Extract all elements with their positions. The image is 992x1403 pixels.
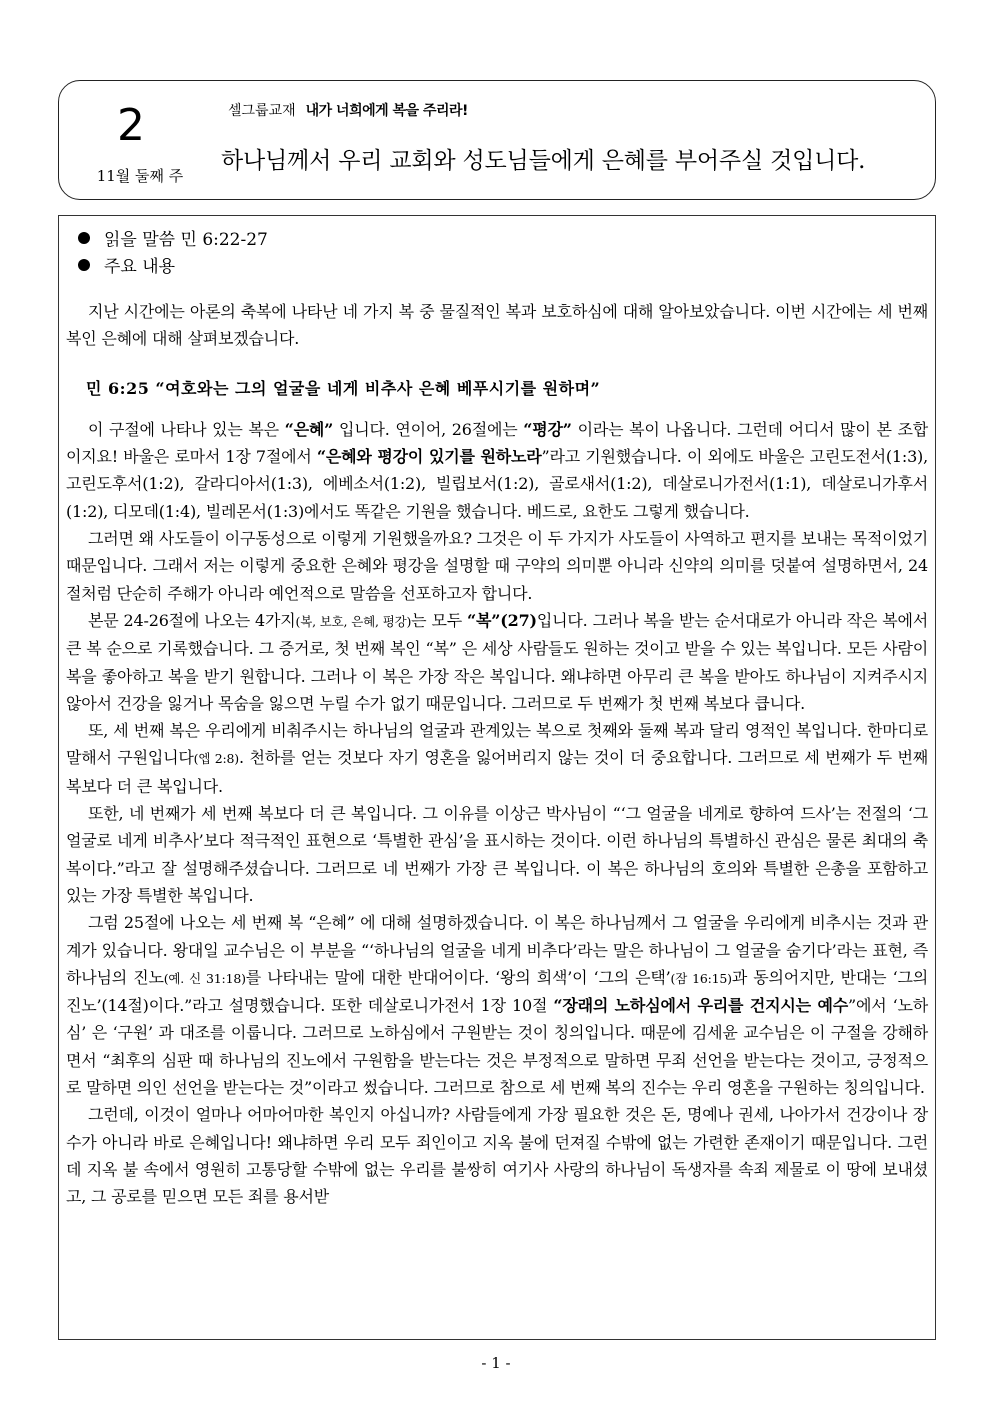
series-label: 셀그룹교재: [228, 103, 296, 119]
reading-ref: 민 6:22-27: [180, 230, 268, 250]
paragraph-4: 또, 세 번째 복은 우리에게 비춰주시는 하나님의 얼굴과 관계있는 복으로 첫째와 둘째 복과 달리 영적인 복입니다. 한마디로 말해서 구원입니다(엡 2:8). 천하를 얻는 것보다 자기 영혼을 잃어버리지 않는 것이 더 중요합니다. 그러므로 세 번째가 두 번째 복보다 더 큰 복입니다.: [66, 721, 928, 796]
series-book: 내가 너희에게 복을 주리라!: [305, 103, 468, 119]
main-content-line: [78, 255, 175, 279]
intro-paragraph: 지난 시간에는 아론의 축복에 나타난 네 가지 복 중 물질적인 복과 보호하심에 대해 알아보았습니다. 이번 시간에는 세 번째 복인 은혜에 대해 살펴보겠습니다.: [66, 302, 928, 349]
reading-line: [78, 228, 268, 252]
paragraph-2: 그러면 왜 사도들이 이구동성으로 이렇게 기원했을까요? 그것은 이 두 가지가 사도들이 사역하고 편지를 보내는 목적이었기 때문입니다. 그래서 저는 이렇게 중요한 은혜와 평강을 설명할 때 구약의 의미뿐 아니라 신약의 의미를 덧붙여 설명하면서, 24절처럼 단순히 주해가 아니라 예언적으로 말씀을 선포하고자 합니다.: [66, 529, 928, 603]
paragraph-1: 이 구절에 나타나 있는 복은 “은혜” 입니다. 연이어, 26절에는 “평강” 이라는 복이 나옵니다. 그런데 어디서 많이 본 조합이지요! 바울은 로마서 1장 7절에서 “은혜와 평강이 있기를 원하노라”라고 기원했습니다. 이 외에도 바울은 고린도전서(1:3), 고린도후서(1:2), 갈라디아서(1:3), 에베소서(1:2), 빌립보서(1:2), 골로새서(1:2), 데살로니가전서(1:1), 데살로니가후서(1:2), 디모데(1:4), 빌레몬서(1:3)에서도 똑같은 기원을 했습니다. 베드로, 요한도 그렇게 했습니다.: [66, 419, 928, 521]
bullet-icon: [78, 259, 90, 271]
main-content-label: 주요 내용: [104, 257, 176, 277]
key-verse: 민 6:25 “여호와는 그의 얼굴을 네게 비추사 은혜 베푸시기를 원하며”: [86, 378, 601, 398]
bullet-icon: [78, 232, 90, 244]
lesson-title: 하나님께서 우리 교회와 성도님들에게 은혜를 부어주실 것입니다.: [221, 148, 866, 174]
paragraph-3: 본문 24-26절에 나오는 4가지(복, 보호, 은혜, 평강)는 모두 “복”(27)입니다. 그러나 복을 받는 순서대로가 아니라 작은 복에서 큰 복 순으로 기록했습니다. 그 증거로, 첫 번째 복인 “복” 은 세상 사람들도 원하는 것이고 받을 수 있는 복입니다. 모든 사람이 복을 좋아하고 복을 받기 원합니다. 그러나 이 복은 가장 작은 복입니다. 왜냐하면 아무리 큰 복을 받아도 하나님이 지켜주시지 않아서 건강을 잃거나 목숨을 잃으면 누릴 수가 없기 때문입니다. 그러므로 두 번째가 첫 번째 복보다 큽니다.: [66, 610, 928, 713]
paragraph-7: 그런데, 이것이 얼마나 어마어마한 복인지 아십니까? 사람들에게 가장 필요한 것은 돈, 명예나 권세, 나아가서 건강이나 장수가 아니라 바로 은혜입니다! 왜냐하면 우리 모두 죄인이고 지옥 불에 던져질 수밖에 없는 가련한 존재이기 때문입니다. 그런데 지옥 불 속에서 영원히 고통당할 수밖에 없는 우리를 불쌍히 여기사 사랑의 하나님이 독생자를 속죄 제물로 이 땅에 보내셨고, 그 공로를 믿으면 모든 죄를 용서받: [66, 1105, 928, 1207]
page-number: - 1 -: [481, 1354, 511, 1372]
series-line: [228, 101, 468, 121]
paragraph-6: 그럼 25절에 나오는 세 번째 복 “은혜” 에 대해 설명하겠습니다. 이 복은 하나님께서 그 얼굴을 우리에게 비추시는 것과 관계가 있습니다. 왕대일 교수님은 이 부분을 “‘하나님의 얼굴을 네게 비추다’라는 말은 하나님이 그 얼굴을 숨기다’라는 표현, 즉 하나님의 진노(예. 신 31:18)를 나타내는 말에 대한 반대어이다. ‘왕의 희색’이 ‘그의 은택’(잠 16:15)과 동의어지만, 반대는 ‘그의 진노’(14절)이다.”라고 설명했습니다. 또한 데살로니가전서 1장 10절 “장래의 노하심에서 우리를 건지시는 예수”에서 ‘노하심’ 은 ‘구원’ 과 대조를 이룹니다. 그러므로 노하심에서 구원받는 것이 칭의입니다. 때문에 김세윤 교수님은 이 구절을 강해하면서 “최후의 심판 때 하나님의 진노에서 구원함을 받는다는 것은 부정적으로 말하면 무죄 선언을 받는다는 것이고, 긍정적으로 말하면 의인 선언을 받는다는 것”이라고 썼습니다. 그러므로 참으로 세 번째 복의 진수는 우리 영혼을 구원하는 칭의입니다.: [66, 913, 928, 1098]
main-text: [66, 298, 928, 1211]
reading-label: 읽을 말씀: [104, 230, 176, 250]
lesson-number: 2: [117, 100, 145, 151]
week-label: 11월 둘째 주: [96, 167, 184, 185]
paragraph-5: 또한, 네 번째가 세 번째 복보다 더 큰 복입니다. 그 이유를 이상근 박사님이 “‘그 얼굴을 네게로 향하여 드사’는 전절의 ‘그 얼굴로 네게 비추사’보다 적극적인 표현으로 ‘특별한 관심’을 표시하는 것이다. 이런 하나님의 특별하신 관심은 물론 최대의 축복이다.”라고 잘 설명해주셨습니다. 그러므로 네 번째가 가장 큰 복입니다. 이 복은 하나님의 호의와 특별한 은총을 포함하고 있는 가장 특별한 복입니다.: [66, 804, 928, 905]
